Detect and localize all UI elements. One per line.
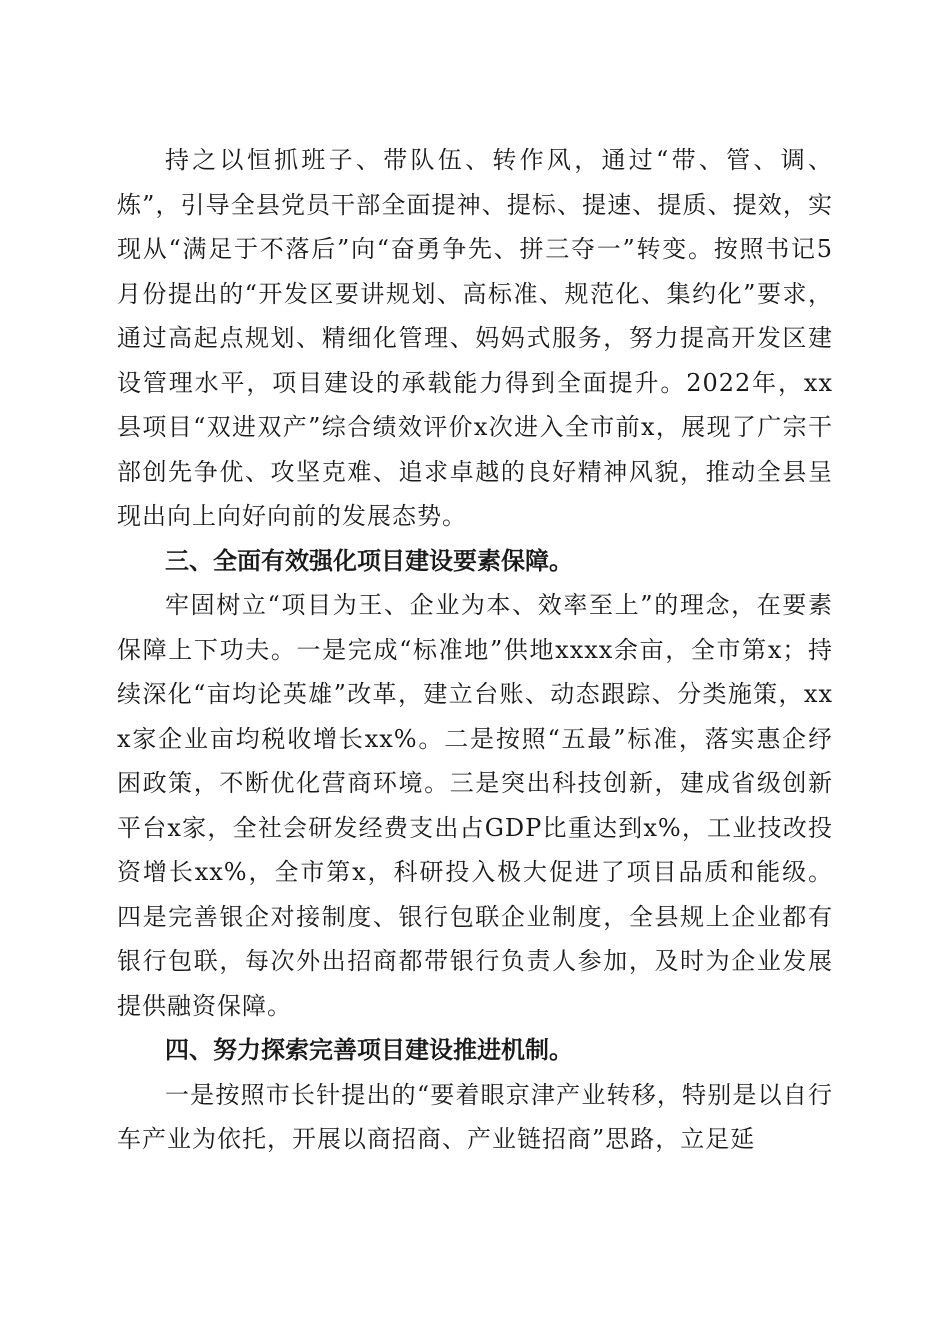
paragraph-factor-guarantee: 牢固树立“项目为王、企业为本、效率至上”的理念，在要素保障上下功夫。一是完成“标准地”供地xxxx余亩，全市第x；持续深化“亩均论英雄”改革，建立台账、动态跟踪、分类施策，xxx家企业亩均税收增长xx%。二是按照“五最”标准，落实惠企纾困政策，不断优化营商环境。三是突出科技创新，建成省级创新平台x家，全社会研发经费支出占GDP比重达到x%，工业技改投资增长xx%，全市第x，科研投入极大促进了项目品质和能级。四是完善银企对接制度、银行包联企业制度，全县规上企业都有银行包联，每次外出招商都带银行负责人参加，及时为企业发展提供融资保障。	[117, 591, 833, 1020]
paragraph-performance: 持之以恒抓班子、带队伍、转作风，通过“带、管、调、炼”，引导全县党员干部全面提神、提标、提速、提质、提效，实现从“满足于不落后”向“奋勇争先、拼三夺一”转变。按照书记5月份提出的“开发区要讲规划、高标准、规范化、集约化”要求，通过高起点规划、精细化管理、妈妈式服务，努力提高开发区建设管理水平，项目建设的承载能力得到全面提升。2022年，xx县项目“双进双产”综合绩效评价x次进入全市前x，展现了广宗干部创先争优、攻坚克难、追求卓越的良好精神风貌，推动全县呈现出向上向好向前的发展态势。	[117, 146, 833, 530]
document-body	[117, 138, 833, 1162]
section-heading-4: 四、努力探索完善项目建设推进机制。	[165, 1036, 573, 1064]
paragraph-mechanism: 一是按照市长针提出的“要着眼京津产业转移，特别是以自行车产业为依托，开展以商招商、产业链招商”思路，立足延	[117, 1080, 833, 1153]
section-heading-3: 三、全面有效强化项目建设要素保障。	[165, 546, 573, 575]
